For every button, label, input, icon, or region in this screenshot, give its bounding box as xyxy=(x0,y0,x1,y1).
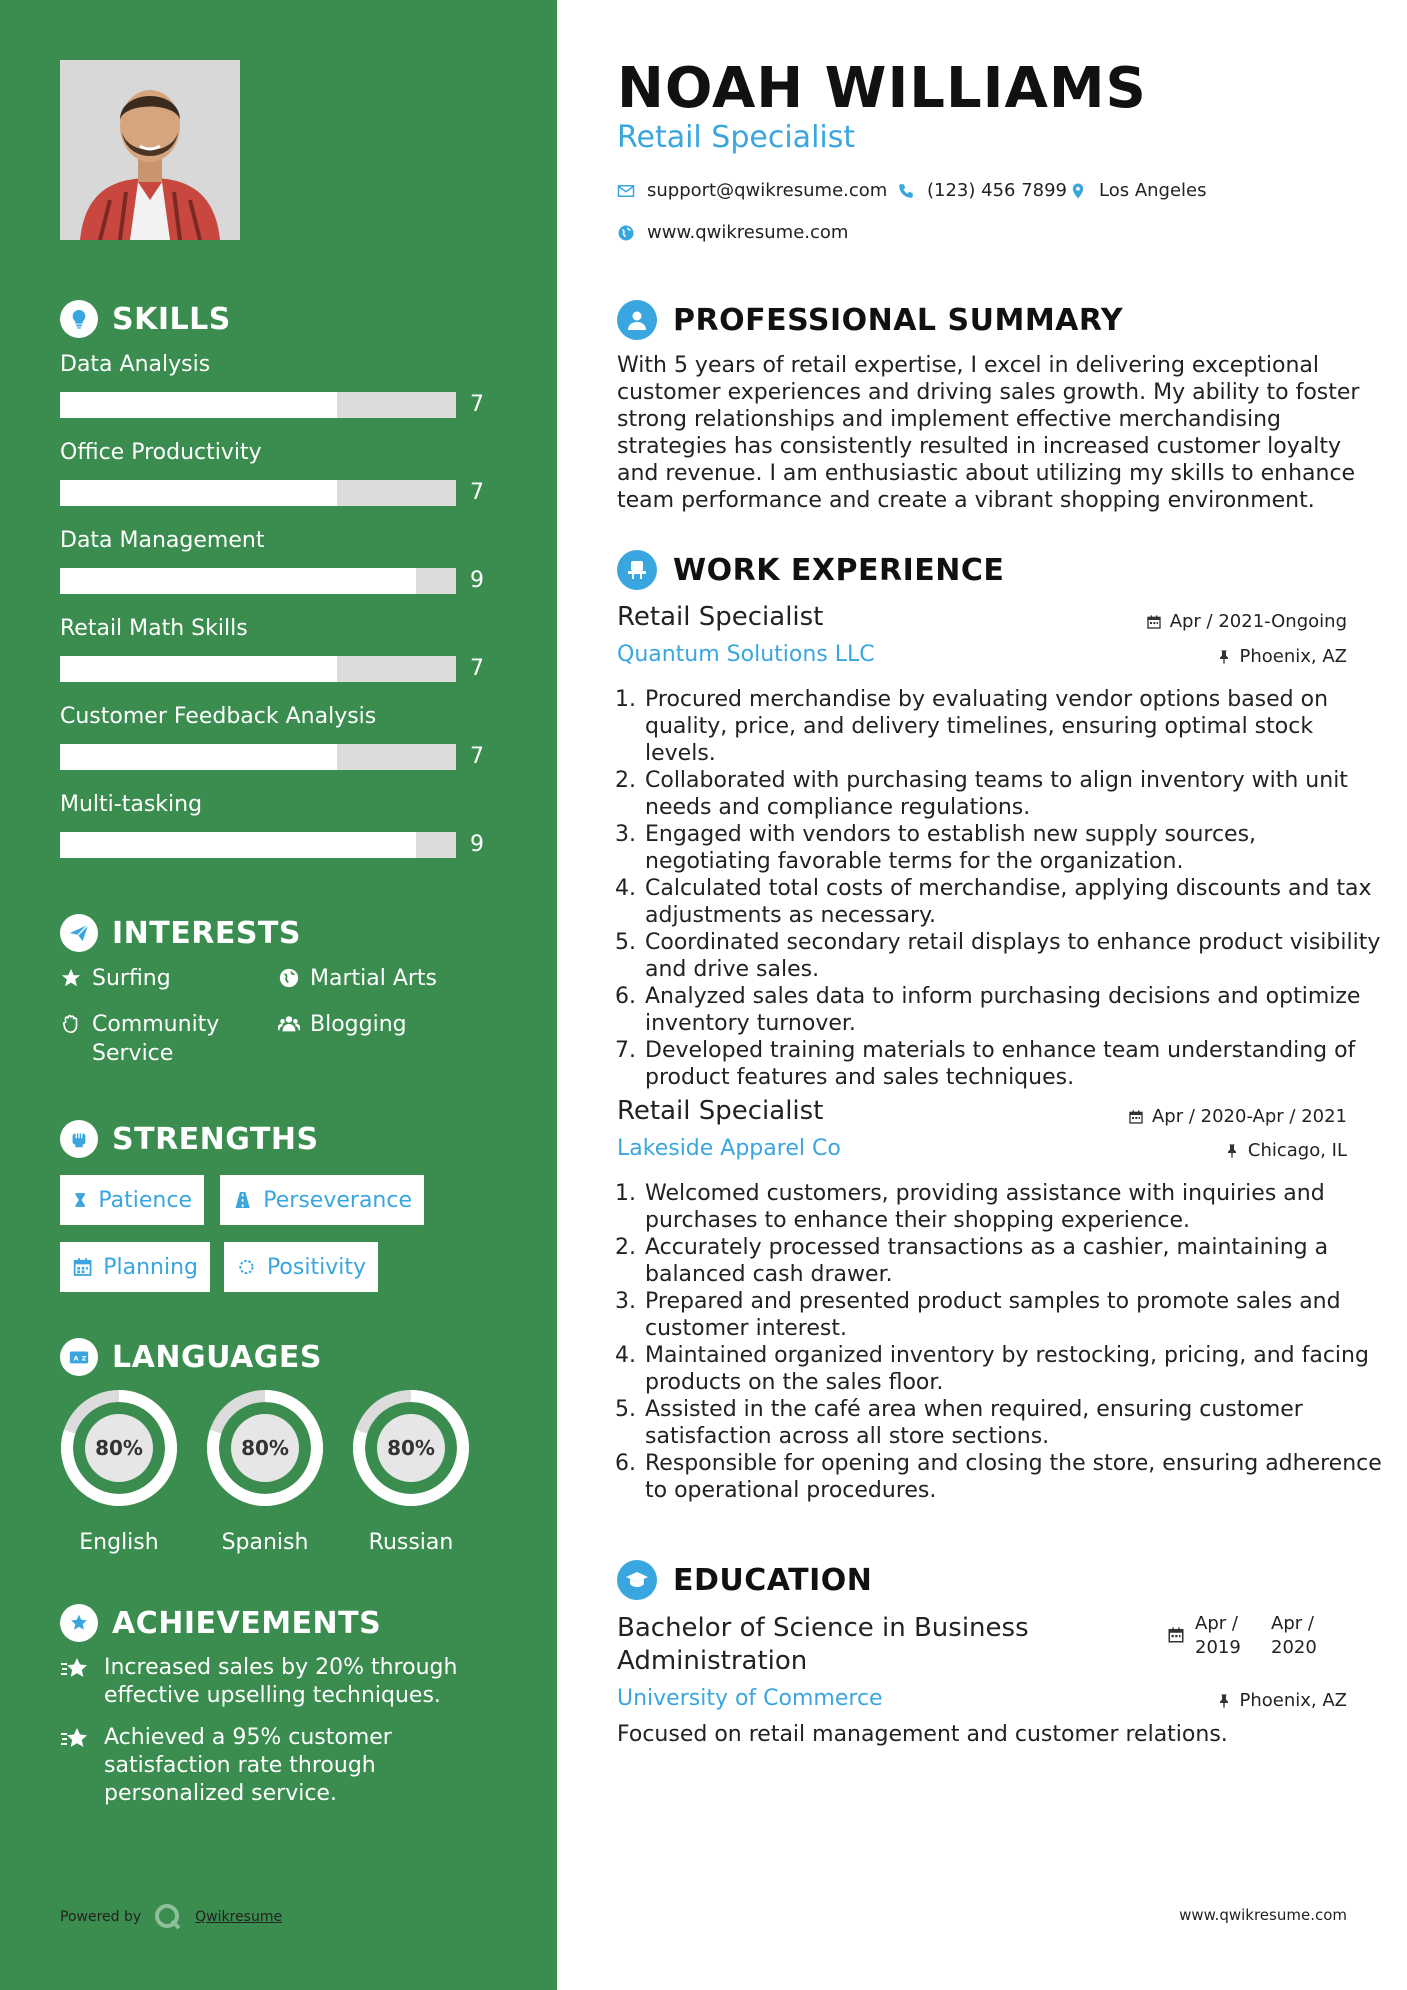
interest-item xyxy=(278,1010,407,1039)
skill-bar xyxy=(60,832,456,858)
strength-tag xyxy=(60,1242,210,1292)
experience-heading xyxy=(617,550,1004,590)
skill-name: Retail Math Skills xyxy=(60,616,248,641)
skill-bar-fill xyxy=(60,832,416,858)
briefcase-icon xyxy=(617,550,657,590)
calendar-icon xyxy=(1167,1626,1185,1644)
skill-bar-fill xyxy=(60,568,416,594)
skill-name: Data Analysis xyxy=(60,352,211,377)
job-company: Quantum Solutions LLC xyxy=(617,642,875,667)
duty-item: 5. Assisted in the café area when required, ensuring customer satisfaction across all store sections. xyxy=(643,1396,1388,1450)
language-name: English xyxy=(79,1530,159,1555)
strength-label: Positivity xyxy=(266,1254,366,1280)
job-location xyxy=(1224,1140,1347,1161)
language-percent: 80% xyxy=(387,1436,435,1460)
phone-text: (123) 456 7899 xyxy=(927,180,1068,201)
globe-icon xyxy=(278,967,300,989)
skills-title: SKILLS xyxy=(112,301,231,337)
duty-item: 5. Coordinated secondary retail displays to enhance product visibility and drive sales. xyxy=(643,929,1388,983)
user-icon xyxy=(617,300,657,340)
skill-bar xyxy=(60,392,456,418)
skill-level: 7 xyxy=(470,392,484,417)
sidebar xyxy=(0,0,557,1990)
strength-tag xyxy=(224,1242,378,1292)
education-degree: Bachelor of Science in Business Administration xyxy=(617,1613,1029,1676)
language-percent: 80% xyxy=(241,1436,289,1460)
calendar-icon xyxy=(72,1256,93,1278)
footer-url[interactable]: www.qwikresume.com xyxy=(1179,1906,1347,1924)
duty-item: 4. Maintained organized inventory by restocking, pricing, and facing products on the sales floor. xyxy=(643,1342,1388,1396)
skill-bar xyxy=(60,744,456,770)
education-note: Focused on retail management and customer relations. xyxy=(617,1722,1228,1747)
skill-bar xyxy=(60,656,456,682)
job-dates-text: Apr / 2021-Ongoing xyxy=(1169,611,1347,632)
job-duties xyxy=(617,686,1388,1091)
duty-item: 1. Welcomed customers, providing assistance with inquiries and purchases to enhance their shopping experience. xyxy=(643,1180,1388,1234)
location-text: Los Angeles xyxy=(1099,180,1207,201)
job-duties xyxy=(617,1180,1388,1504)
experience-title: WORK EXPERIENCE xyxy=(673,552,1005,588)
graduation-cap-icon xyxy=(617,1560,657,1600)
achievement-star-icon xyxy=(60,1656,90,1682)
skill-name: Office Productivity xyxy=(60,440,262,465)
hourglass-icon xyxy=(72,1189,88,1211)
achievement-star-icon xyxy=(60,1726,90,1752)
envelope-icon xyxy=(617,182,635,200)
star-icon xyxy=(60,967,82,989)
trophy-star-icon xyxy=(60,1604,98,1642)
strength-label: Perseverance xyxy=(263,1187,412,1213)
skill-bar-fill xyxy=(60,656,337,682)
skill-name: Multi-tasking xyxy=(60,792,203,817)
strength-label: Planning xyxy=(103,1254,198,1280)
interest-label: Martial Arts xyxy=(310,966,438,991)
interests-title: INTERESTS xyxy=(112,915,301,951)
powered-by xyxy=(60,1902,282,1932)
language-ring xyxy=(203,1386,327,1510)
interests-heading xyxy=(60,914,301,952)
skill-level: 7 xyxy=(470,744,484,769)
phone-icon xyxy=(897,182,915,200)
duty-item: 2. Collaborated with purchasing teams to align inventory with unit needs and compliance regulations. xyxy=(643,767,1388,821)
education-location xyxy=(1216,1690,1348,1711)
interest-item xyxy=(278,964,437,993)
achievements-heading xyxy=(60,1604,381,1642)
strength-label: Patience xyxy=(98,1187,192,1213)
duty-item: 3. Prepared and presented product samples to promote sales and customer interest. xyxy=(643,1288,1388,1342)
achievements-title: ACHIEVEMENTS xyxy=(112,1605,382,1641)
skill-name: Data Management xyxy=(60,528,265,553)
achievement-text: Increased sales by 20% through effective upselling techniques. xyxy=(104,1655,458,1708)
hand-icon xyxy=(60,1013,82,1035)
job-dates-text: Apr / 2020-Apr / 2021 xyxy=(1151,1106,1347,1127)
job-dates xyxy=(1128,1106,1347,1127)
paper-plane-icon xyxy=(60,914,98,952)
main-content xyxy=(557,0,1407,1990)
pushpin-icon xyxy=(1216,1693,1232,1709)
education-heading xyxy=(617,1560,872,1600)
road-icon xyxy=(232,1189,253,1211)
education-location-text: Phoenix, AZ xyxy=(1239,1690,1347,1711)
education-school: University of Commerce xyxy=(617,1686,883,1711)
calendar-icon xyxy=(1128,1109,1144,1125)
languages-heading xyxy=(60,1338,322,1376)
job-company: Lakeside Apparel Co xyxy=(617,1136,841,1161)
contact-website[interactable] xyxy=(617,222,848,243)
duty-item: 1. Procured merchandise by evaluating vendor options based on quality, price, and delivery timelines, ensuring optimal stock levels. xyxy=(643,686,1388,767)
achievement-item xyxy=(60,1654,480,1710)
summary-title: PROFESSIONAL SUMMARY xyxy=(673,302,1124,338)
job-title: Retail Specialist xyxy=(617,1096,824,1126)
powered-by-label: Powered by xyxy=(60,1909,142,1925)
duty-item: 2. Accurately processed transactions as a cashier, maintaining a balanced cash drawer. xyxy=(643,1234,1388,1288)
job-location xyxy=(1216,646,1348,667)
language-ring xyxy=(349,1386,473,1510)
candidate-role: Retail Specialist xyxy=(617,120,856,155)
achievement-item xyxy=(60,1724,480,1808)
language-item xyxy=(57,1386,181,1555)
interest-item xyxy=(60,1010,240,1068)
education-dates xyxy=(1167,1612,1321,1660)
skills-heading xyxy=(60,300,231,338)
duty-item: 7. Developed training materials to enhance team understanding of product features and sales techniques. xyxy=(643,1037,1388,1091)
pushpin-icon xyxy=(1216,649,1232,665)
skill-level: 7 xyxy=(470,480,484,505)
duty-item: 6. Responsible for opening and closing the store, ensuring adherence to operational procedures. xyxy=(643,1450,1388,1504)
duty-item: 6. Analyzed sales data to inform purchasing decisions and optimize inventory turnover. xyxy=(643,983,1388,1037)
education-start: Apr / 2019 xyxy=(1195,1613,1241,1658)
pushpin-icon xyxy=(1224,1143,1240,1159)
duty-item: 4. Calculated total costs of merchandise, applying discounts and tax adjustments as necessary. xyxy=(643,875,1388,929)
globe-icon xyxy=(617,224,635,242)
language-icon xyxy=(60,1338,98,1376)
skill-bar-fill xyxy=(60,392,337,418)
contact-location xyxy=(1069,180,1207,201)
skill-level: 9 xyxy=(470,832,484,857)
profile-photo xyxy=(60,60,240,240)
qwikresume-logo-icon xyxy=(153,1902,183,1932)
interest-item xyxy=(60,964,171,993)
qwikresume-link[interactable]: Qwikresume xyxy=(195,1909,283,1925)
strengths-heading xyxy=(60,1120,319,1158)
strengths-title: STRENGTHS xyxy=(112,1121,319,1157)
summary-text: With 5 years of retail expertise, I excel in delivering exceptional customer experiences and driving sales growth. My ability to foster strong relationships and implement effective merchandising strategies has consistently resulted in increased customer loyalty and revenue. I am enthusiastic about utilizing my skills to enhance team performance and create a vibrant shopping environment. xyxy=(617,353,1360,513)
skill-name: Customer Feedback Analysis xyxy=(60,704,377,729)
skill-bar-fill xyxy=(60,744,337,770)
skill-bar xyxy=(60,480,456,506)
strength-tag xyxy=(220,1175,424,1225)
interest-label: Community Service xyxy=(92,1012,220,1066)
language-ring xyxy=(57,1386,181,1510)
email-text: support@qwikresume.com xyxy=(647,180,888,201)
job-title: Retail Specialist xyxy=(617,602,824,632)
interest-label: Blogging xyxy=(310,1012,407,1037)
lightbulb-icon xyxy=(60,300,98,338)
language-percent: 80% xyxy=(95,1436,143,1460)
svg-text:A Z: A Z xyxy=(73,1354,87,1363)
language-name: Spanish xyxy=(221,1530,309,1555)
duty-item: 3. Engaged with vendors to establish new supply sources, negotiating favorable terms for the organization. xyxy=(643,821,1388,875)
job-location-text: Chicago, IL xyxy=(1247,1140,1347,1161)
skill-level: 9 xyxy=(470,568,484,593)
skill-level: 7 xyxy=(470,656,484,681)
map-pin-icon xyxy=(1069,182,1087,200)
candidate-name: NOAH WILLIAMS xyxy=(617,56,1147,121)
summary-heading xyxy=(617,300,1123,340)
contact-email[interactable] xyxy=(617,180,887,201)
interest-label: Surfing xyxy=(92,966,171,991)
education-title: EDUCATION xyxy=(673,1562,873,1598)
job-location-text: Phoenix, AZ xyxy=(1239,646,1347,667)
users-icon xyxy=(278,1013,300,1035)
achievement-text: Achieved a 95% customer satisfaction rate through personalized service. xyxy=(104,1725,392,1806)
education-end: Apr / 2020 xyxy=(1271,1613,1317,1658)
website-text: www.qwikresume.com xyxy=(647,222,849,243)
job-dates xyxy=(1146,611,1347,632)
skill-bar xyxy=(60,568,456,594)
language-item xyxy=(349,1386,473,1555)
strength-tag xyxy=(60,1175,204,1225)
sun-icon xyxy=(236,1256,257,1278)
language-item xyxy=(203,1386,327,1555)
fist-icon xyxy=(60,1120,98,1158)
language-name: Russian xyxy=(368,1530,454,1555)
skill-bar-fill xyxy=(60,480,337,506)
contact-phone[interactable] xyxy=(897,180,1067,201)
calendar-icon xyxy=(1146,614,1162,630)
languages-title: LANGUAGES xyxy=(112,1339,322,1375)
